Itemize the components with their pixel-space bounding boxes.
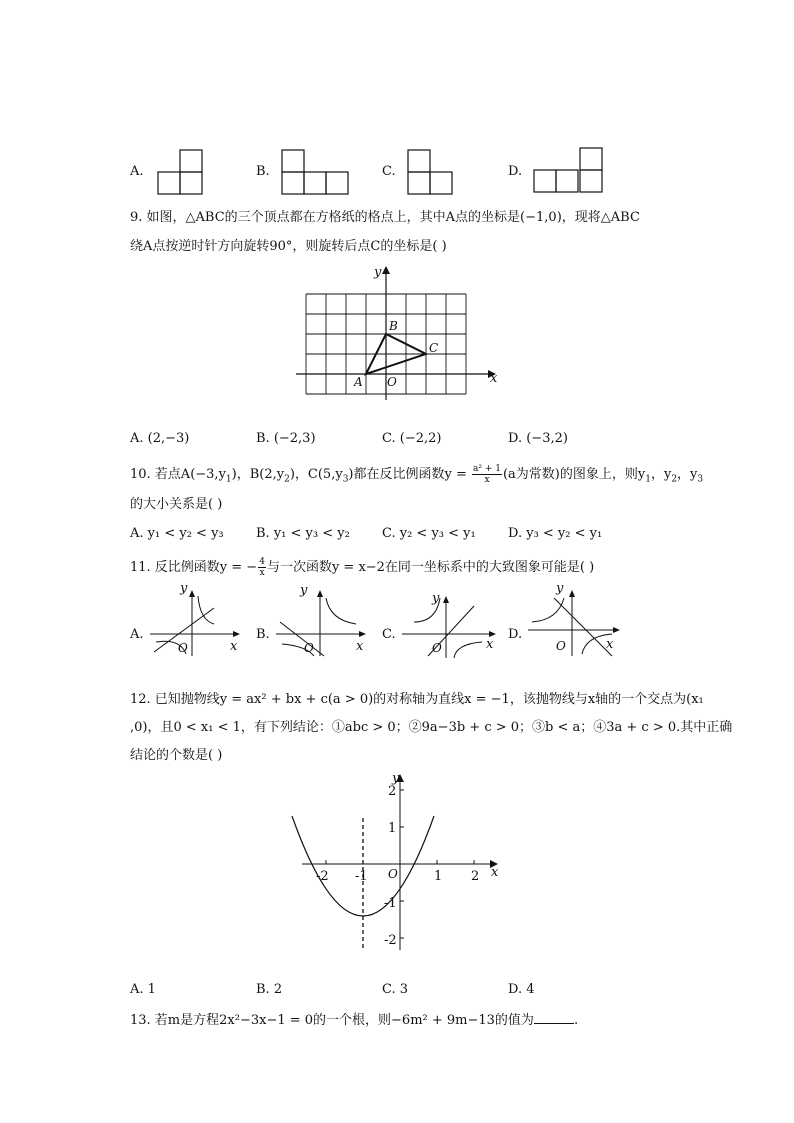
q11-option-c-graph	[402, 592, 502, 658]
q11-option-d-letter[interactable]: D.	[508, 627, 523, 642]
q12-option-b[interactable]: B. 2	[256, 982, 283, 997]
q11-option-a-letter[interactable]: A.	[130, 627, 144, 642]
svg-text:O: O	[304, 641, 314, 655]
q9-point-a: A	[354, 375, 363, 389]
q12-option-d[interactable]: D. 4	[508, 982, 535, 997]
q8-option-d-figure	[533, 146, 607, 196]
svg-text:-2: -2	[316, 869, 329, 884]
q9-y-label: y	[374, 265, 382, 280]
q12-parabola-curve	[292, 816, 434, 916]
q12-text-line3: 结论的个数是( )	[130, 748, 223, 763]
q11-text: 11. 反比例函数y = − $\frac{4}{x}$ 与一次函数y = x−2在同一坐标系中的大致图象可能是( )	[130, 557, 595, 578]
q8-option-c-letter[interactable]: C.	[382, 164, 396, 179]
svg-text:-2: -2	[384, 933, 397, 948]
q8-option-b-letter[interactable]: B.	[256, 164, 270, 179]
q12-parabola-graph	[288, 768, 508, 958]
q9-point-b: B	[389, 319, 398, 333]
svg-text:-1: -1	[384, 896, 397, 911]
q11-option-a-graph	[150, 581, 242, 658]
svg-text:1: 1	[434, 869, 443, 884]
q10-option-c[interactable]: C. y₂ < y₃ < y₁	[382, 526, 476, 541]
svg-text:y: y	[392, 771, 400, 786]
svg-text:O: O	[556, 639, 566, 653]
q10-option-d[interactable]: D. y₃ < y₂ < y₁	[508, 526, 603, 541]
q9-origin: O	[387, 375, 397, 389]
svg-text:x: x	[491, 865, 499, 880]
q8-option-b-figure	[281, 148, 353, 196]
q13-text: 13. 若m是方程2x²−3x−1 = 0的一个根，则−6m² + 9m−13的值为 .	[130, 1013, 579, 1028]
q10-text-line2: 的大小关系是( )	[130, 497, 223, 512]
q11-option-b-letter[interactable]: B.	[256, 627, 270, 642]
q9-text-line2: 绕A点按逆时针方向旋转90°，则旋转后点C的坐标是( )	[130, 239, 447, 254]
q9-option-d[interactable]: D. (−3,2)	[508, 431, 568, 446]
q8-option-c-figure	[407, 148, 457, 196]
q10-option-a[interactable]: A. y₁ < y₂ < y₃	[130, 526, 224, 541]
q12-text-line2: ,0)，且0 < x₁ < 1，有下列结论：①abc > 0；②9a−3b + c > 0；③b < a；④3a + c > 0.其中正确	[130, 720, 733, 735]
svg-text:2: 2	[388, 784, 397, 799]
svg-text:O: O	[178, 641, 188, 655]
svg-text:y: y	[180, 581, 188, 596]
q11-option-b-graph	[276, 583, 368, 658]
q9-text-line1: 9. 如图，△ABC的三个顶点都在方格纸的格点上，其中A点的坐标是(−1,0)，现将△ABC	[130, 210, 640, 225]
svg-text:y: y	[432, 591, 440, 606]
q10-text-line1: 10. 若点$A(-3,y_1)$，$B(2,y_2)$，$C(5,y_3)$都在反比例函数y = $\frac{\text{a² + 1}}{x}$ (a为常数)的图象上，则$y_1$，$y_2$，$y_3$	[130, 464, 704, 485]
q10-fraction: $\frac{\text{a² + 1}}{x}$	[473, 464, 501, 485]
q11-option-c-letter[interactable]: C.	[382, 627, 396, 642]
svg-text:x: x	[606, 637, 614, 652]
svg-text:1: 1	[388, 821, 397, 836]
q9-option-b[interactable]: B. (−2,3)	[256, 431, 316, 446]
q8-option-a-letter[interactable]: A.	[130, 164, 144, 179]
svg-text:y: y	[556, 581, 564, 596]
svg-text:x: x	[356, 639, 364, 654]
svg-text:-1: -1	[355, 869, 368, 884]
q9-point-c: C	[429, 341, 439, 355]
svg-text:y: y	[300, 583, 308, 598]
q12-option-a[interactable]: A. 1	[130, 982, 156, 997]
svg-text:x: x	[230, 639, 238, 654]
q11-option-d-graph	[528, 581, 624, 658]
q12-option-c[interactable]: C. 3	[382, 982, 409, 997]
svg-text:2: 2	[471, 869, 480, 884]
q9-x-label: x	[490, 371, 498, 386]
q10-option-b[interactable]: B. y₁ < y₃ < y₂	[256, 526, 350, 541]
q11-fraction: $\frac{4}{x}$	[259, 557, 265, 578]
svg-text:O: O	[432, 641, 442, 655]
q9-option-c[interactable]: C. (−2,2)	[382, 431, 442, 446]
q9-option-a[interactable]: A. (2,−3)	[130, 431, 190, 446]
svg-text:O: O	[388, 867, 398, 881]
q13-answer-blank[interactable]	[534, 1011, 574, 1024]
q8-option-d-letter[interactable]: D.	[508, 164, 523, 179]
q12-text-line1: 12. 已知抛物线y = ax² + bx + c(a > 0)的对称轴为直线x = −1，该抛物线与x轴的一个交点为(x₁	[130, 692, 704, 707]
q9-grid-figure	[290, 262, 500, 402]
q8-option-a-figure	[157, 148, 205, 196]
svg-text:x: x	[486, 637, 494, 652]
